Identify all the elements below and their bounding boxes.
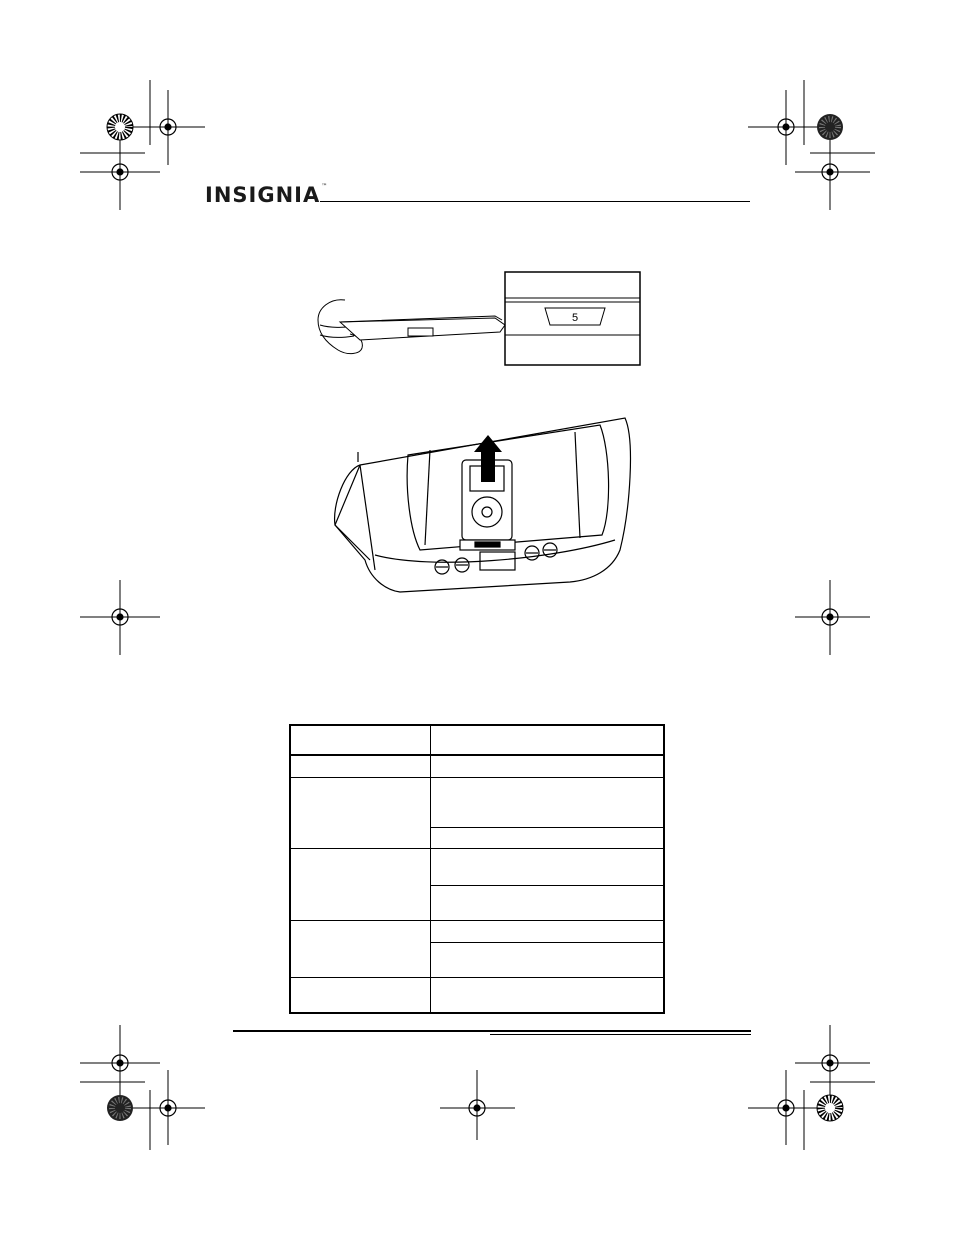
table-cell bbox=[430, 942, 664, 977]
table-header-cell bbox=[290, 725, 430, 755]
brand-name: INSIGNIA bbox=[205, 183, 321, 207]
table-cell bbox=[290, 755, 430, 777]
table-cell bbox=[290, 977, 430, 1013]
table-header-cell bbox=[430, 725, 664, 755]
table-cell bbox=[290, 920, 430, 977]
table-cell bbox=[430, 920, 664, 942]
specification-table bbox=[289, 724, 665, 1014]
table-row bbox=[290, 977, 664, 1013]
brand-logo bbox=[205, 183, 328, 207]
trademark: ™ bbox=[321, 183, 329, 190]
table-cell bbox=[430, 777, 664, 827]
table-cell bbox=[430, 755, 664, 777]
table-cell bbox=[290, 777, 430, 848]
table-cell bbox=[430, 977, 664, 1013]
table-cell bbox=[290, 848, 430, 920]
footer-rule bbox=[233, 1030, 751, 1032]
header-rule bbox=[320, 201, 750, 202]
table-row bbox=[290, 920, 664, 942]
table-row bbox=[290, 755, 664, 777]
adapter-number-label: 5 bbox=[571, 312, 579, 324]
table-row bbox=[290, 848, 664, 885]
table-row bbox=[290, 777, 664, 827]
table-cell bbox=[430, 885, 664, 920]
dock-adapter-illustration bbox=[300, 270, 645, 370]
table-cell bbox=[430, 848, 664, 885]
table-cell bbox=[430, 827, 664, 848]
table-row bbox=[290, 725, 664, 755]
speaker-dock-illustration bbox=[330, 410, 640, 595]
footer-rule-secondary bbox=[490, 1034, 751, 1035]
